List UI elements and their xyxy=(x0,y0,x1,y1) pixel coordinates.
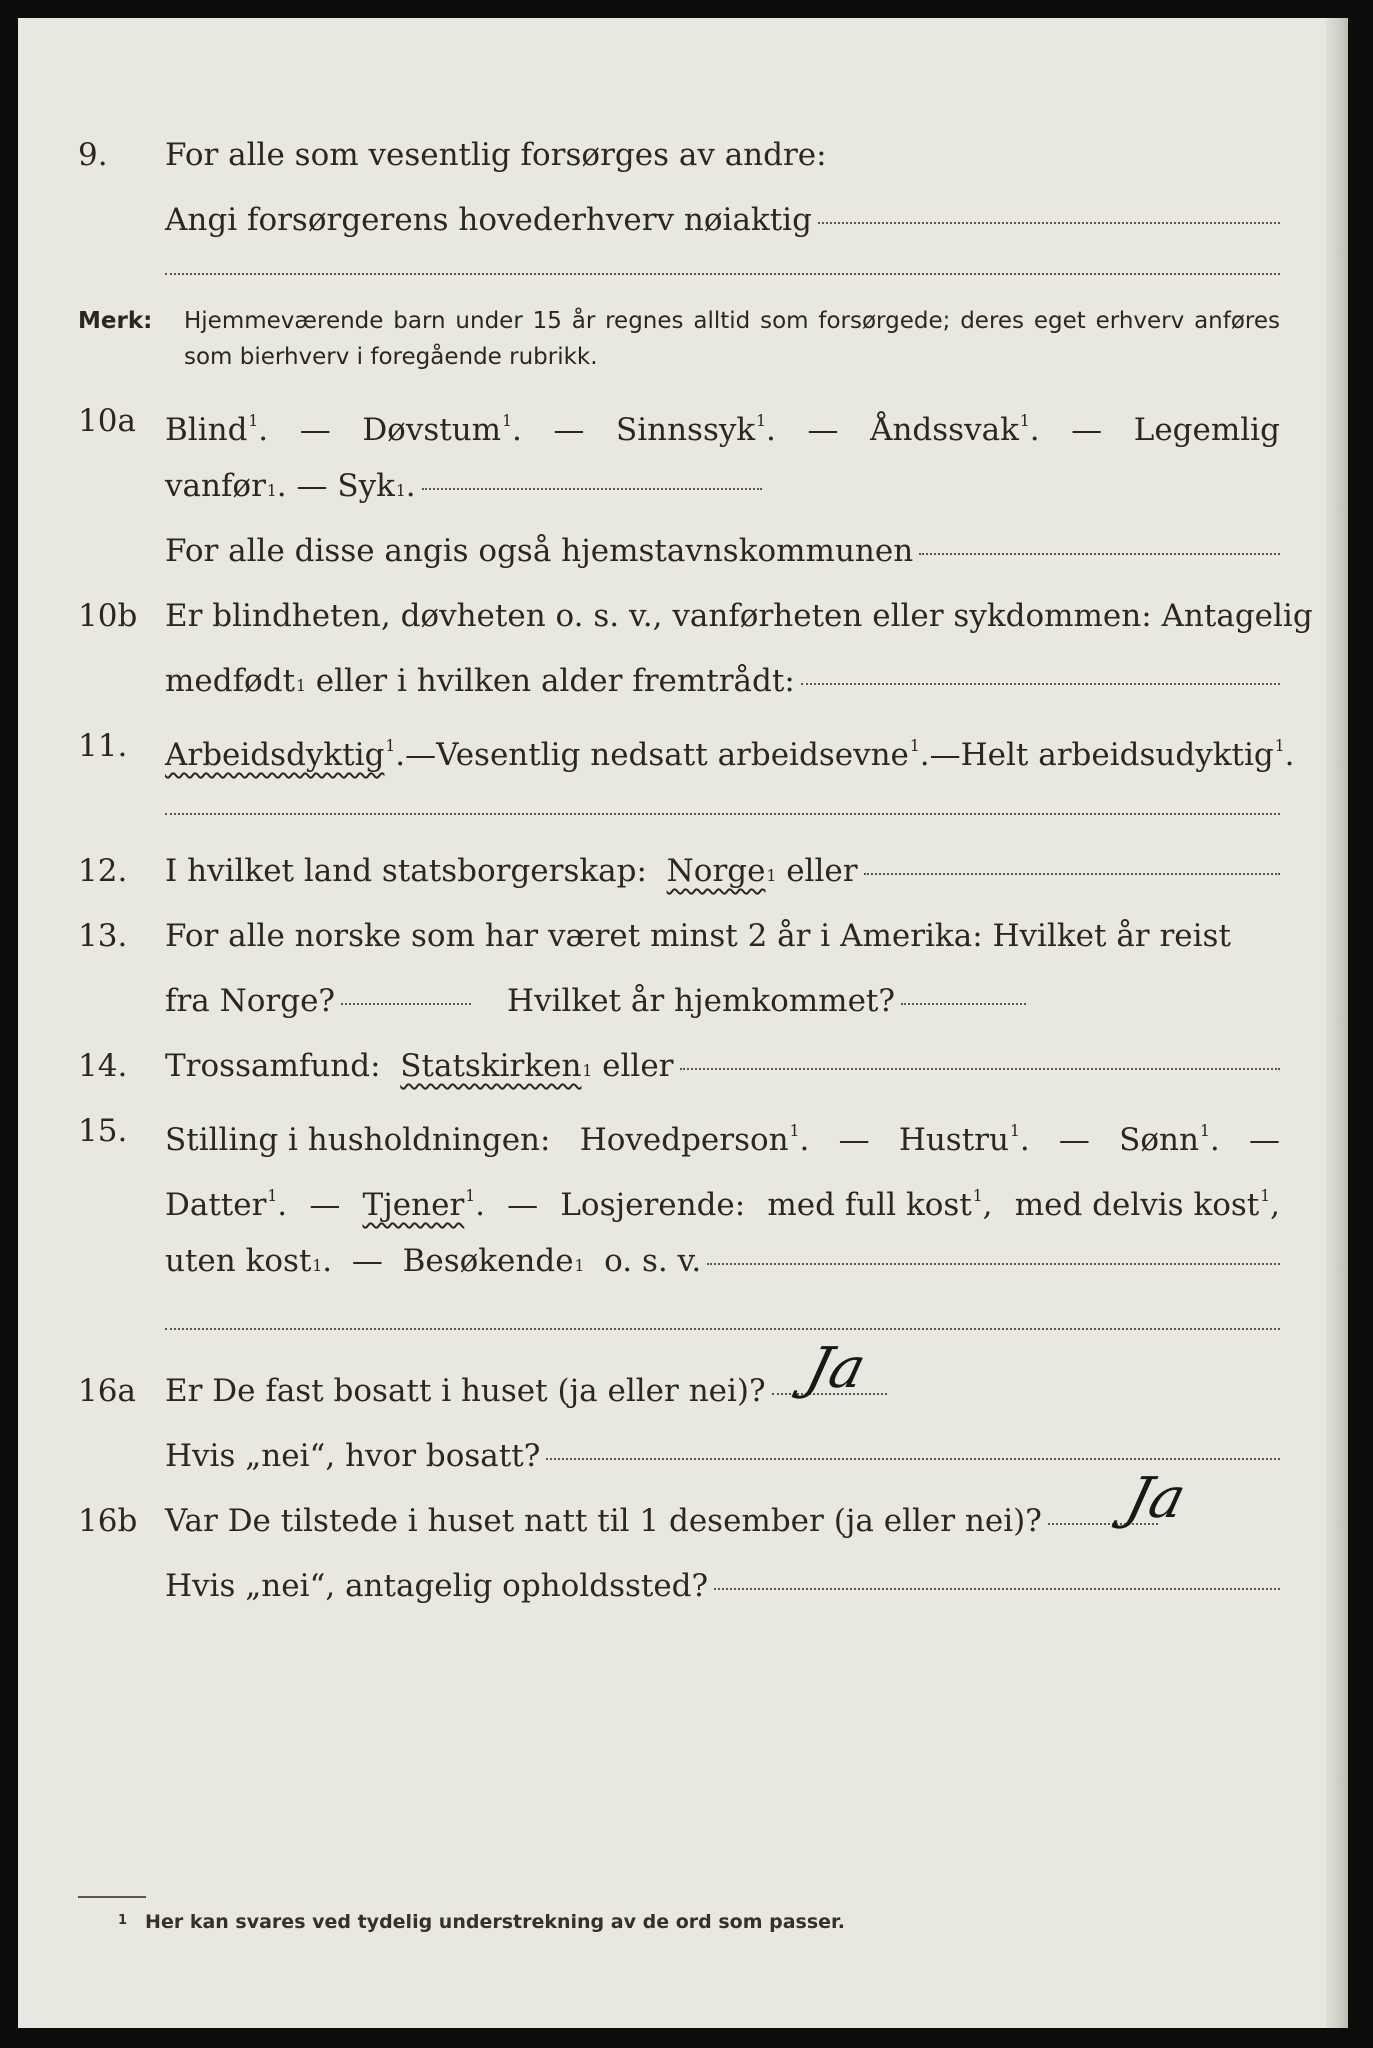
q14-number: 14. xyxy=(78,1048,128,1084)
q15-row-2: Datter$^1$. — Tjener$^1$. — Losjerende: med full kost$^1$, med delvis kost$^1$, xyxy=(18,1166,1348,1226)
q10a-row-2: vanfør 1 . — Syk 1 . xyxy=(18,456,1348,516)
option-full-kost[interactable]: med full kost xyxy=(767,1186,972,1223)
q9-extra-line[interactable] xyxy=(165,273,1280,275)
q16a-handwritten-answer: Ja xyxy=(799,1336,872,1401)
q10a-row-1: 10a Blind$^1$. — Døvstum$^1$. — Sinnssyk$^1$. — Åndssvak$^1$. — Legemlig xyxy=(18,391,1348,451)
option-blind[interactable]: Blind xyxy=(165,411,248,448)
q10b-row-1 xyxy=(18,586,1348,646)
q9-line2: Angi forsørgerens hovederhverv nøiaktig xyxy=(165,202,812,238)
option-statskirken[interactable]: Statskirken xyxy=(400,1048,582,1084)
q15-extra-line[interactable] xyxy=(165,1328,1280,1330)
q10b-row-2: medfødt 1 eller i hvilken alder fremtrådt: xyxy=(18,651,1348,711)
q16b-text: Var De tilstede i huset natt til 1 desember (ja eller nei)? xyxy=(165,1503,1042,1539)
q10b-number: 10b xyxy=(78,598,138,634)
q13-reist-label: fra Norge? xyxy=(165,983,336,1019)
q11-extra-line[interactable] xyxy=(165,813,1280,815)
hjemstavnskommune-field[interactable] xyxy=(919,553,1280,555)
q10a-line3: For alle disse angis også hjemstavnskommunen xyxy=(165,533,914,569)
q10a-row-3 xyxy=(18,521,1348,581)
option-andssvak[interactable]: Åndssvak xyxy=(870,411,1019,448)
q10b-alder-field[interactable] xyxy=(801,683,1280,685)
option-sinnssyk[interactable]: Sinnssyk xyxy=(615,411,756,448)
q12-text: I hvilket land statsborgerskap: xyxy=(165,853,647,889)
q9-row-2 xyxy=(18,190,1348,250)
q9-answer-field[interactable] xyxy=(818,222,1280,224)
q14-text: Trossamfund: xyxy=(165,1048,381,1084)
q10b-line2: eller i hvilken alder fremtrådt: xyxy=(315,663,795,699)
census-form-page xyxy=(18,18,1348,2028)
option-sonn[interactable]: Sønn xyxy=(1119,1121,1199,1158)
q14-row: 14. Trossamfund: Statskirken 1 eller xyxy=(18,1036,1348,1096)
statsborgerskap-field[interactable] xyxy=(864,873,1280,875)
option-uten-kost[interactable]: uten kost xyxy=(165,1243,312,1279)
q13-text: For alle norske som har været minst 2 år i Amerika: Hvilket år reist xyxy=(165,918,1231,954)
q16a-text: Er De fast bosatt i huset (ja eller nei)? xyxy=(165,1373,766,1409)
option-nedsatt-arbeidsevne[interactable]: Vesentlig nedsatt arbeidsevne xyxy=(436,736,909,773)
q12-row: 12. I hvilket land statsborgerskap: Norge 1 eller xyxy=(18,841,1348,901)
merk-label: Merk: xyxy=(78,308,153,334)
option-besokende[interactable]: Besøkende xyxy=(402,1243,574,1279)
footnote-mark: 1 xyxy=(118,1913,128,1928)
option-hovedperson[interactable]: Hovedperson xyxy=(579,1121,789,1158)
q16b-row-2 xyxy=(18,1556,1348,1616)
option-hustru[interactable]: Hustru xyxy=(898,1121,1009,1158)
bosatt-field[interactable] xyxy=(546,1458,1280,1460)
q9-text: For alle som vesentlig forsørges av andre: xyxy=(165,137,827,173)
option-dovstum[interactable]: Døvstum xyxy=(362,411,502,448)
option-delvis-kost[interactable]: med delvis kost xyxy=(1014,1186,1260,1223)
q15-row-1: 15. Stilling i husholdningen: Hovedperson$^1$. — Hustru$^1$. — Sønn$^1$. — xyxy=(18,1101,1348,1161)
opholdssted-field[interactable] xyxy=(714,1588,1280,1590)
q16a-number: 16a xyxy=(78,1373,136,1409)
option-arbeidsdyktig[interactable]: Arbeidsdyktig xyxy=(165,736,385,773)
q12-number: 12. xyxy=(78,853,128,889)
q15-number: 15. xyxy=(78,1113,128,1149)
q10a-number: 10a xyxy=(78,403,136,439)
q13-hjemkommet-label: Hvilket år hjemkommet? xyxy=(507,983,896,1019)
q10b-text: Er blindheten, døvheten o. s. v., vanførheten eller sykdommen: Antagelig xyxy=(165,598,1313,634)
option-medfodt[interactable]: medfødt xyxy=(165,663,296,699)
footnote-text: Her kan svares ved tydelig understrekning av de ord som passer. xyxy=(145,1911,845,1933)
q16a-row-1 xyxy=(18,1361,1348,1421)
option-syk[interactable]: Syk xyxy=(337,468,395,504)
footnote-rule xyxy=(78,1896,146,1898)
q16b-line2: Hvis „nei“, antagelig opholdssted? xyxy=(165,1568,709,1604)
q16b-handwritten-answer: Ja xyxy=(1119,1466,1192,1531)
option-arbeidsudyktig[interactable]: Helt arbeidsudyktig xyxy=(960,736,1274,773)
q13-row-1 xyxy=(18,906,1348,966)
q15-row-3: uten kost 1 . — Besøkende 1 o. s. v. xyxy=(18,1231,1348,1291)
q13-row-2 xyxy=(18,971,1348,1031)
trossamfund-field[interactable] xyxy=(680,1068,1281,1070)
footnote xyxy=(118,1911,845,1933)
merk-text: Hjemmeværende barn under 15 år regnes alltid som forsørgede; deres eget erhverv anføres som bierhverv i foregående rubrikk. xyxy=(184,308,1280,370)
hjemkommet-year-field[interactable] xyxy=(901,1003,1026,1005)
option-norge[interactable]: Norge xyxy=(666,853,766,889)
stilling-field[interactable] xyxy=(707,1263,1280,1265)
reist-year-field[interactable] xyxy=(341,1003,471,1005)
q9-row-1 xyxy=(18,125,1348,185)
q11-number: 11. xyxy=(78,728,128,764)
q16a-line2: Hvis „nei“, hvor bosatt? xyxy=(165,1438,541,1474)
q13-number: 13. xyxy=(78,918,128,954)
option-datter[interactable]: Datter xyxy=(165,1186,267,1223)
option-legemlig[interactable]: Legemlig xyxy=(1133,411,1280,448)
option-losjerende[interactable]: Losjerende: xyxy=(560,1186,746,1223)
q15-text: Stilling i husholdningen: xyxy=(165,1121,551,1158)
q11-row: 11. Arbeidsdyktig$^1$. — Vesentlig nedsatt arbeidsevne$^1$. — Helt arbeidsudyktig$^1$. xyxy=(18,716,1348,776)
q10a-syk-field[interactable] xyxy=(422,488,762,490)
option-tjener[interactable]: Tjener xyxy=(362,1186,465,1223)
q9-number: 9. xyxy=(78,137,108,173)
q16b-number: 16b xyxy=(78,1503,138,1539)
option-vanfor[interactable]: vanfør xyxy=(165,468,266,504)
merk-note xyxy=(78,303,1280,375)
